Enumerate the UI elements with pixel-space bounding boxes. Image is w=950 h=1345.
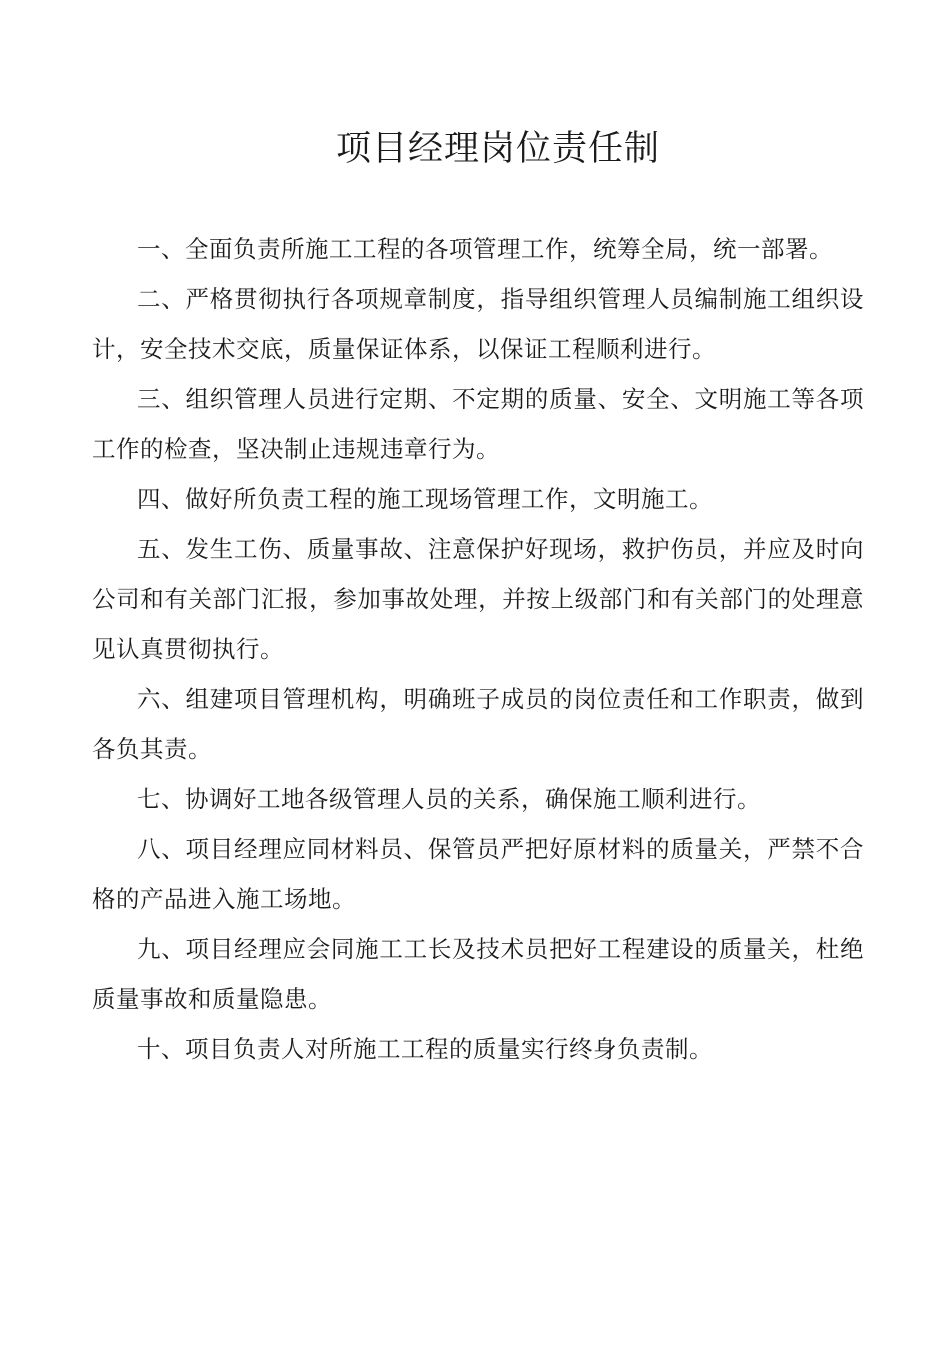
paragraph-8: 八、项目经理应同材料员、保管员严把好原材料的质量关，严禁不合格的产品进入施工场地。 [92, 835, 864, 913]
paragraph-2: 二、严格贯彻执行各项规章制度，指导组织管理人员编制施工组织设计，安全技术交底，质量保证体系，以保证工程顺利进行。 [92, 285, 864, 363]
paragraph-10: 十、项目负责人对所施工工程的质量实行终身负责制。 [137, 1035, 713, 1063]
paragraph-5: 五、发生工伤、质量事故、注意保护好现场，救护伤员，并应及时向公司和有关部门汇报，参加事故处理，并按上级部门和有关部门的处理意见认真贯彻执行。 [92, 535, 864, 663]
paragraph-3: 三、组织管理人员进行定期、不定期的质量、安全、文明施工等各项工作的检查，坚决制止违规违章行为。 [92, 385, 864, 463]
paragraph-4: 四、做好所负责工程的施工现场管理工作，文明施工。 [137, 485, 713, 513]
paragraph-6: 六、组建项目管理机构，明确班子成员的岗位责任和工作职责，做到各负其责。 [92, 685, 864, 763]
document-title: 项目经理岗位责任制 [335, 129, 660, 169]
paragraph-1: 一、全面负责所施工工程的各项管理工作，统筹全局，统一部署。 [137, 235, 833, 263]
document-body [92, 224, 864, 1074]
paragraph-7: 七、协调好工地各级管理人员的关系，确保施工顺利进行。 [137, 785, 761, 813]
paragraph-9: 九、项目经理应会同施工工长及技术员把好工程建设的质量关，杜绝质量事故和质量隐患。 [92, 935, 864, 1013]
